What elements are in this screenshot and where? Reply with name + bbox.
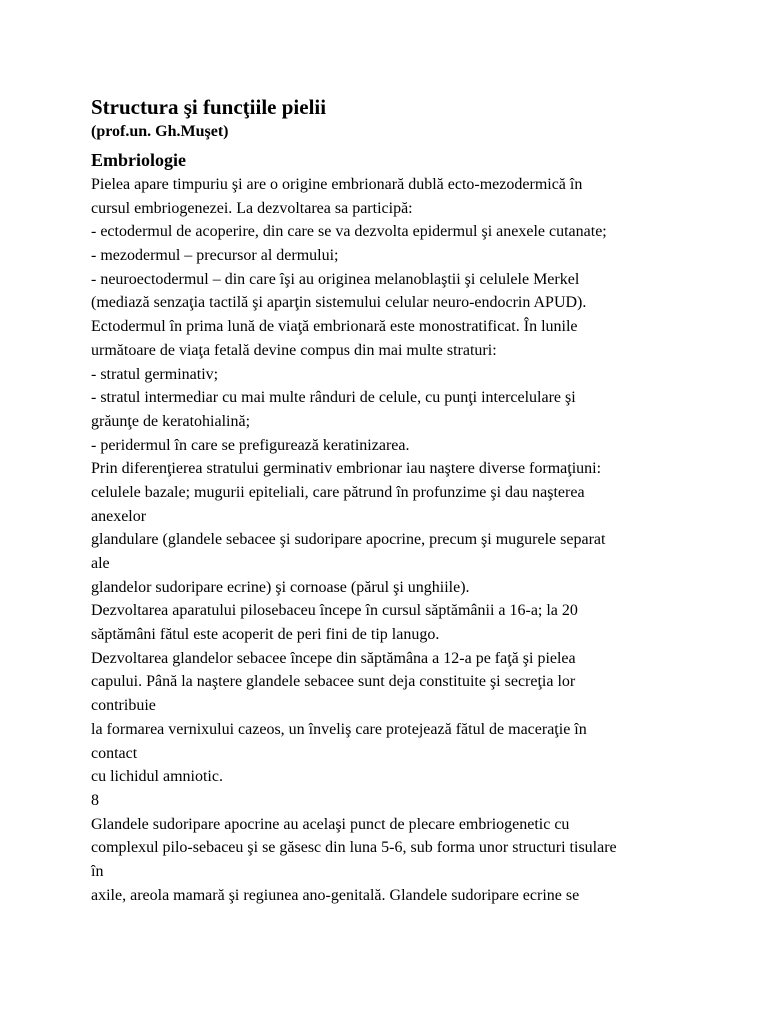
document-title: Structura şi funcţiile pielii: [91, 95, 327, 119]
text-line: - peridermul în care se prefigurează keratinizarea.: [91, 436, 410, 454]
text-line: - stratul intermediar cu mai multe rânduri de celule, cu punţi intercelulare şi: [91, 389, 576, 407]
text-line: celulele bazale; mugurii epiteliali, care pătrund în profunzime şi dau naşterea: [91, 483, 585, 501]
text-line: - neuroectodermul – din care îşi au originea melanoblaştii şi celulele Merkel: [91, 270, 580, 288]
text-line: în: [91, 862, 104, 880]
text-line: grăunţe de keratohialină;: [91, 412, 251, 430]
text-line: 8: [91, 791, 99, 809]
text-line: săptămâni fătul este acoperit de peri fini de tip lanugo.: [91, 626, 440, 644]
text-line: (mediază senzaţia tactilă şi aparţin sistemului celular neuro-endocrin APUD).: [91, 294, 587, 312]
text-line: - mezodermul – precursor al dermului;: [91, 247, 339, 265]
text-line: capului. Până la naştere glandele sebacee sunt deja constituite şi secreţia lor: [91, 673, 576, 691]
body-text: [91, 173, 691, 907]
text-line: Dezvoltarea glandelor sebacee începe din săptămâna a 12-a pe faţă şi pielea: [91, 649, 576, 667]
text-line: anexelor: [91, 507, 147, 525]
text-line: cu lichidul amniotic.: [91, 768, 223, 786]
text-line: Ectodermul în prima lună de viaţă embrionară este monostratificat. În lunile: [91, 318, 578, 336]
text-line: Dezvoltarea aparatului pilosebaceu începe în cursul săptămânii a 16-a; la 20: [91, 602, 578, 620]
text-line: - stratul germinativ;: [91, 365, 219, 383]
text-line: următoare de viaţa fetală devine compus din mai multe straturi:: [91, 341, 497, 359]
text-line: ale: [91, 555, 110, 572]
text-line: contribuie: [91, 697, 156, 715]
section-heading: Embriologie: [91, 150, 186, 170]
document-author: (prof.un. Gh.Muşet): [91, 123, 229, 140]
text-line: glandelor sudoripare ecrine) şi cornoase (părul şi unghiile).: [91, 578, 470, 596]
text-line: Glandele sudoripare apocrine au acelaşi punct de plecare embriogenetic cu: [91, 815, 570, 833]
text-line: complexul pilo-sebaceu şi se găsesc din luna 5-6, sub forma unor structuri tisulare: [91, 839, 617, 857]
text-line: cursul embriogenezei. La dezvoltarea sa participă:: [91, 199, 413, 217]
text-line: Prin diferenţierea stratului germinativ embrionar iau naştere diverse formaţiuni:: [91, 460, 602, 478]
text-line: la formarea vernixului cazeos, un înveliş care protejează fătul de maceraţie în: [91, 720, 587, 738]
text-line: glandulare (glandele sebacee şi sudoripare apocrine, precum şi mugurele separat: [91, 531, 606, 549]
text-line: - ectodermul de acoperire, din care se va dezvolta epidermul şi anexele cutanate;: [91, 223, 607, 241]
text-line: Pielea apare timpuriu şi are o origine embrionară dublă ecto-mezodermică în: [91, 176, 583, 193]
text-line: contact: [91, 744, 138, 762]
text-line: axile, areola mamară şi regiunea ano-genitală. Glandele sudoripare ecrine se: [91, 886, 580, 904]
